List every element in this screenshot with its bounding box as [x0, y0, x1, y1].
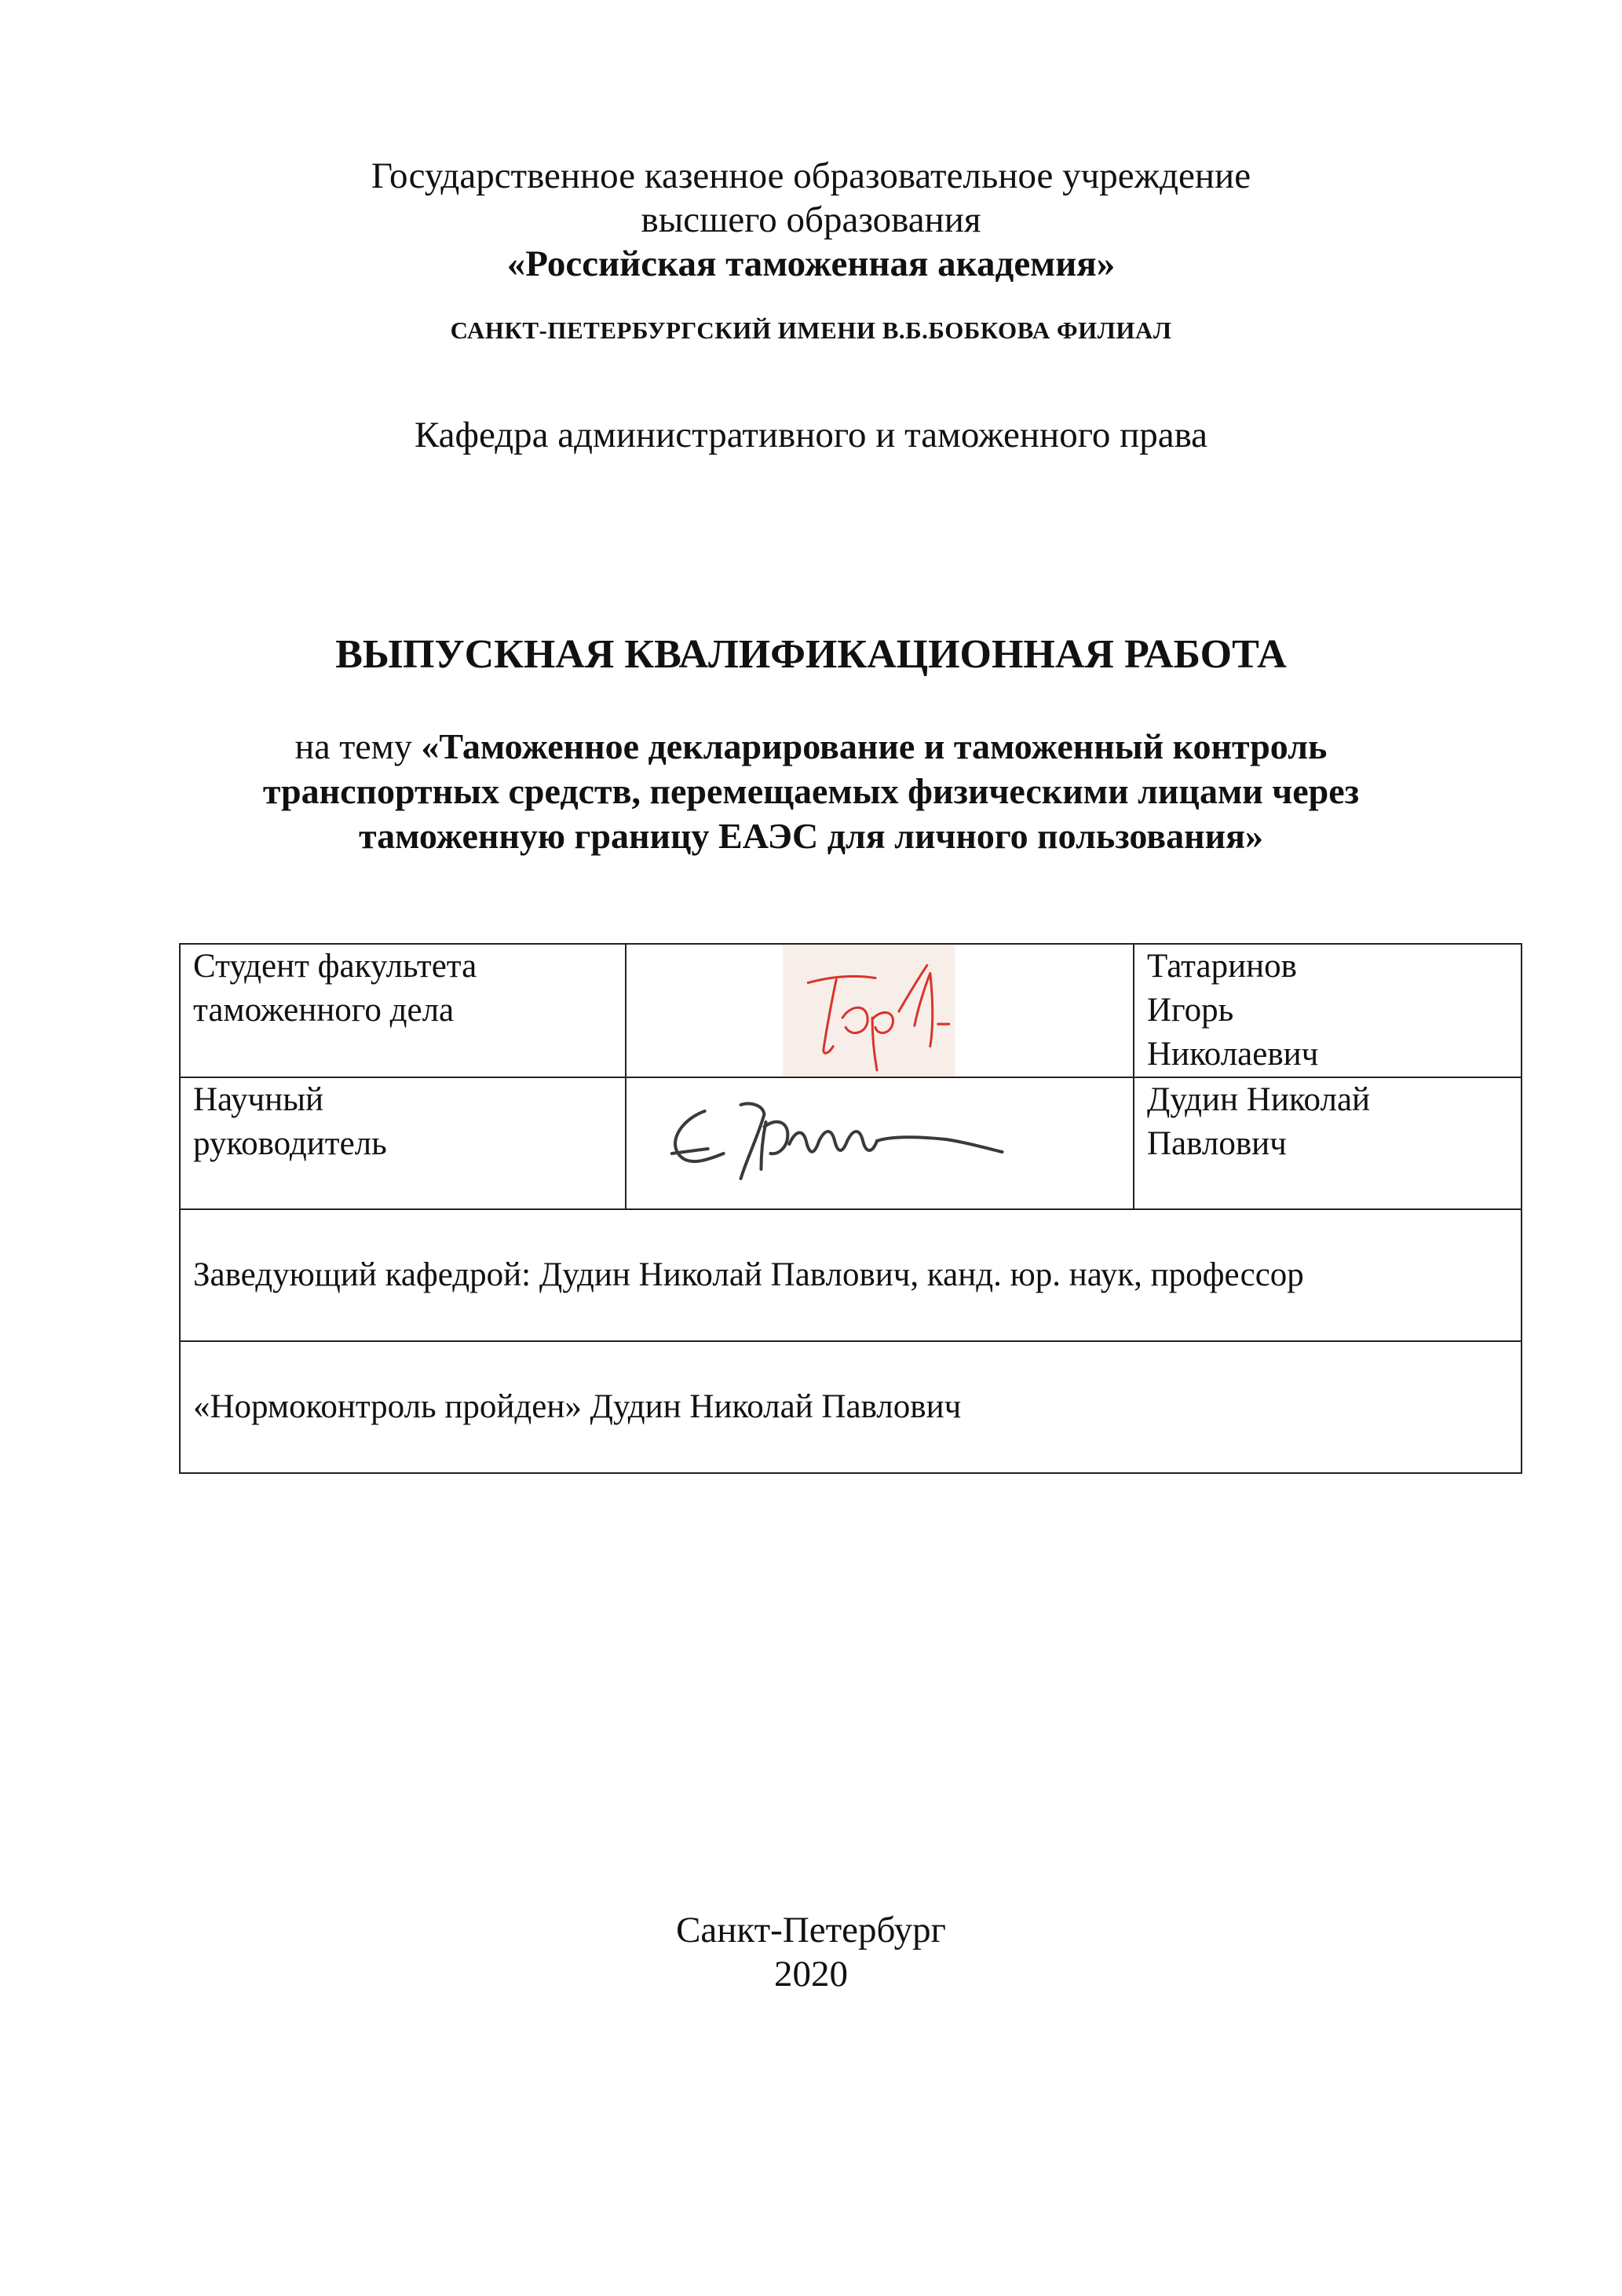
footer-city: Санкт-Петербург	[676, 1910, 946, 1951]
footer-year: 2020	[774, 1954, 848, 1994]
organization-header	[0, 154, 1622, 286]
student-first-name: Игорь	[1147, 992, 1234, 1029]
department-name: Кафедра административного и таможенного права	[414, 415, 1208, 455]
head-of-department-cell: Заведующий кафедрой: Дудин Николай Павлович, канд. юр. наук, профессор	[180, 1209, 1522, 1341]
student-role-cell	[180, 944, 626, 1077]
advisor-signature	[627, 1078, 1133, 1208]
student-signature-cell	[626, 944, 1134, 1077]
advisor-role-cell	[180, 1077, 626, 1209]
thesis-topic	[0, 724, 1622, 858]
table-row-advisor	[180, 1077, 1522, 1209]
academy-name: «Российская таможенная академия»	[506, 243, 1116, 284]
student-signature	[627, 945, 1133, 1077]
student-surname: Татаринов	[1147, 948, 1297, 985]
table-row-student	[180, 944, 1522, 1077]
student-role-line-2: таможенного дела	[193, 992, 455, 1029]
topic-line-2: транспортных средств, перемещаемых физическими лицами через	[262, 771, 1360, 811]
advisor-role-line-2: руководитель	[193, 1125, 387, 1162]
branch-name: САНКТ-ПЕТЕРБУРГСКИЙ ИМЕНИ В.Б.БОБКОВА ФИЛИАЛ	[450, 316, 1172, 344]
student-name-cell	[1134, 944, 1522, 1077]
student-role-line-1: Студент факультета	[193, 948, 477, 985]
table-row-head-of-department	[180, 1209, 1522, 1341]
document-type-title: ВЫПУСКНАЯ КВАЛИФИКАЦИОННАЯ РАБОТА	[335, 632, 1287, 677]
norm-control-cell: «Нормоконтроль пройден» Дудин Николай Павлович	[180, 1341, 1522, 1473]
topic-line-1	[0, 724, 1622, 769]
topic-text-1: «Таможенное декларирование и таможенный контроль	[421, 726, 1328, 766]
topic-line-3: таможенную границу ЕАЭС для личного пользования»	[358, 816, 1264, 856]
advisor-name-cell	[1134, 1077, 1522, 1209]
advisor-signature-cell	[626, 1077, 1134, 1209]
student-patronymic: Николаевич	[1147, 1036, 1319, 1073]
org-line-2: высшего образования	[641, 199, 981, 240]
topic-prefix: на тему	[294, 726, 422, 766]
org-line-1: Государственное казенное образовательное учреждение	[371, 155, 1251, 196]
signatures-table	[179, 943, 1522, 1474]
advisor-name-line-2: Павлович	[1147, 1125, 1287, 1162]
advisor-role-line-1: Научный	[193, 1081, 323, 1118]
table-row-norm-control	[180, 1341, 1522, 1473]
advisor-name-line-1: Дудин Николай	[1147, 1081, 1371, 1118]
